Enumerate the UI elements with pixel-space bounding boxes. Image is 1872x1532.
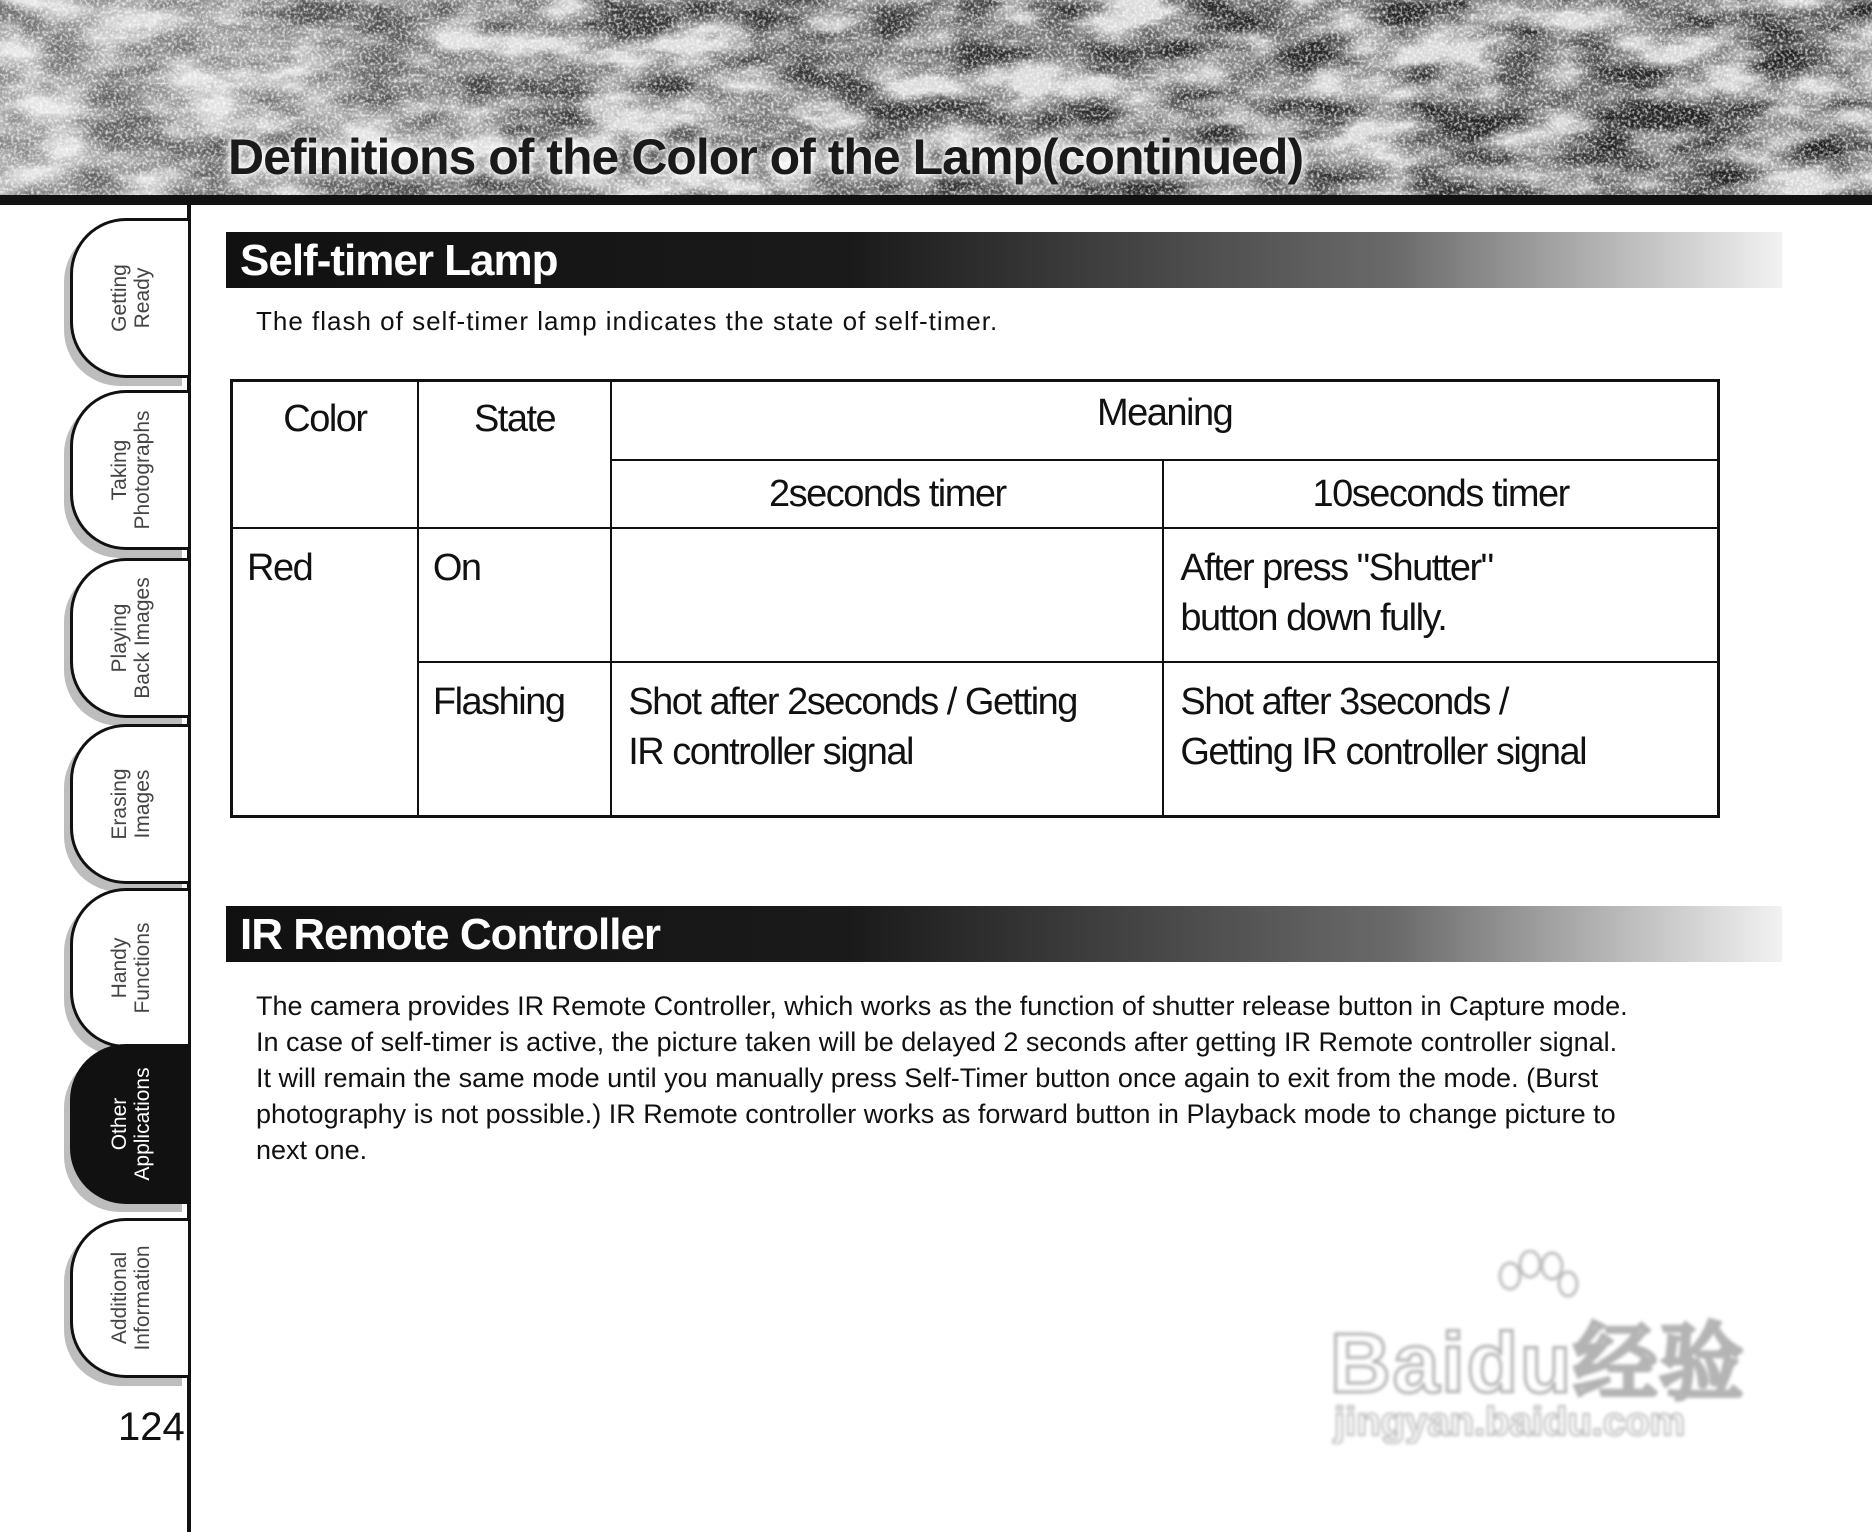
ir-line: The camera provides IR Remote Controller, which works as the function of shutter release button in Capture mode. — [256, 991, 1628, 1021]
cell-state-on: On — [418, 528, 611, 662]
tab-additional-information[interactable] — [70, 1218, 188, 1378]
watermark-logo-text: Baidu经验 — [1330, 1316, 1746, 1410]
tab-playing-back-images[interactable] — [70, 558, 188, 718]
header-divider — [0, 195, 1872, 205]
self-timer-section-header — [226, 232, 1782, 288]
tab-label: Additional Information — [107, 1245, 154, 1351]
watermark-url: jingyan.baidu.com — [1334, 1400, 1686, 1444]
self-timer-heading: Self-timer Lamp — [240, 236, 558, 285]
self-timer-table — [230, 379, 1720, 818]
ir-line: It will remain the same mode until you manually press Self-Timer button once again to exit from the mode. (Burst — [256, 1063, 1599, 1093]
tab-getting-ready[interactable] — [70, 218, 188, 378]
tab-label: Handy Functions — [107, 922, 154, 1014]
tab-taking-photographs[interactable] — [70, 390, 188, 550]
tab-erasing-images[interactable] — [70, 724, 188, 884]
table-header-row — [232, 381, 1719, 461]
ir-remote-section-header — [226, 906, 1782, 962]
cell-on-2sec — [611, 528, 1163, 662]
page-title: Definitions of the Color of the Lamp(continued) — [228, 129, 1304, 185]
tab-other-applications[interactable] — [70, 1044, 188, 1204]
self-timer-intro: The flash of self-timer lamp indicates the state of self-timer. — [256, 306, 999, 336]
ir-line: photography is not possible.) IR Remote controller works as forward button in Playback mode to change picture to — [256, 1099, 1616, 1129]
tab-label: Erasing Images — [107, 768, 154, 840]
header-2sec-timer: 2seconds timer — [611, 460, 1163, 528]
cell-flashing-2sec: Shot after 2seconds / Getting IR controller signal — [611, 662, 1163, 817]
ir-remote-paragraph — [256, 988, 1796, 1168]
header-color: Color — [232, 381, 418, 529]
header-texture — [0, 0, 1872, 195]
tab-handy-functions[interactable] — [70, 888, 188, 1048]
header-meaning: Meaning — [611, 381, 1718, 461]
ir-line: In case of self-timer is active, the picture taken will be delayed 2 seconds after getting IR Remote controller signal. — [256, 1027, 1618, 1057]
cell-color: Red — [232, 528, 418, 817]
tab-label: Taking Photographs — [107, 410, 154, 530]
cell-state-flashing: Flashing — [418, 662, 611, 817]
table-row — [232, 528, 1719, 662]
table-row — [232, 662, 1719, 817]
cell-on-10sec: After press "Shutter" button down fully. — [1163, 528, 1718, 662]
ir-remote-heading: IR Remote Controller — [240, 910, 661, 959]
header-state: State — [418, 381, 611, 529]
tab-label: Getting Ready — [107, 264, 154, 332]
cell-flashing-10sec: Shot after 3seconds / Getting IR controller signal — [1163, 662, 1718, 817]
header-10sec-timer: 10seconds timer — [1163, 460, 1718, 528]
baidu-watermark — [1320, 1250, 1780, 1460]
tab-label: Playing Back Images — [107, 577, 154, 699]
ir-line: next one. — [256, 1135, 368, 1165]
page-number: 124 — [118, 1405, 185, 1449]
tab-label: Other Applications — [107, 1067, 154, 1181]
